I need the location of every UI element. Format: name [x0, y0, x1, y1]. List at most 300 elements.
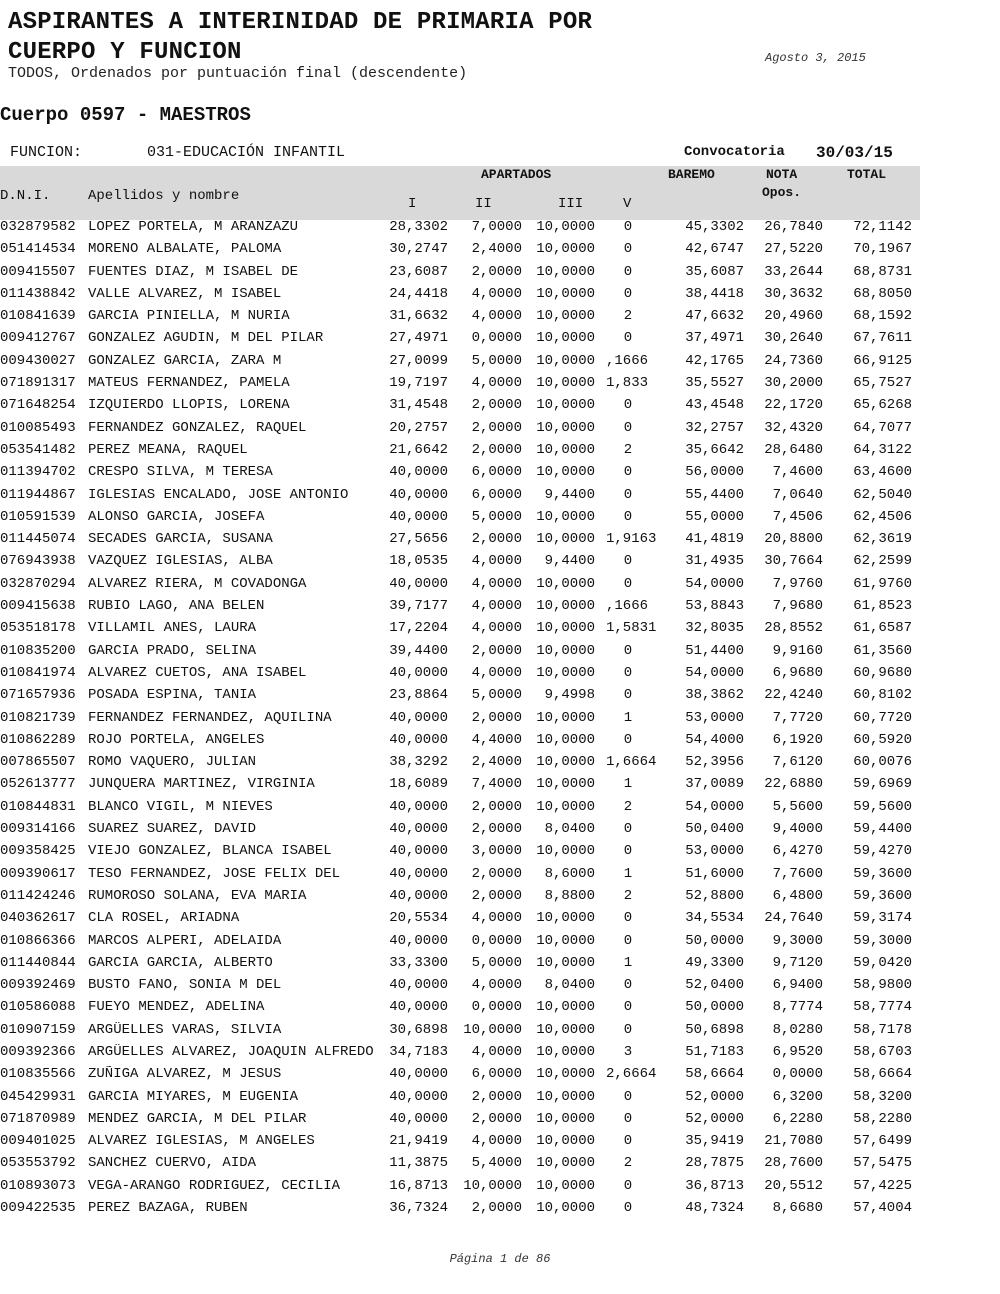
table-row: [0, 463, 920, 485]
cell-baremo: 45,3302: [685, 219, 744, 235]
cell-nombre: POSADA ESPINA, TANIA: [88, 687, 257, 704]
cell-apartado-iii: 10,0000: [536, 308, 595, 325]
report-date: Agosto 3, 2015: [765, 51, 866, 65]
cell-apartado-v: 0: [623, 1110, 633, 1127]
cell-apartado-ii: 2,0000: [471, 1088, 522, 1105]
cell-nombre: MENDEZ GARCIA, M DEL PILAR: [88, 1110, 307, 1127]
cell-nota-opos: 6,4270: [772, 843, 823, 860]
cell-apartado-i: 21,6642: [389, 441, 448, 458]
table-row: [0, 887, 920, 909]
cell-apartado-iii: 8,0400: [544, 977, 595, 994]
cell-apartado-ii: 7,4000: [471, 776, 522, 793]
cell-nota-opos: 26,7840: [764, 219, 823, 235]
cell-dni: 052613777: [0, 776, 76, 793]
cell-apartado-iii: 10,0000: [536, 642, 595, 659]
table-row: [0, 1177, 920, 1199]
cell-apartado-i: 38,3292: [389, 754, 448, 771]
cell-dni: 011445074: [0, 531, 76, 548]
cell-nota-opos: 30,3632: [764, 285, 823, 302]
cell-dni: 051414534: [0, 241, 76, 258]
cell-apartado-i: 31,6632: [389, 308, 448, 325]
cell-apartado-v: 0: [623, 508, 633, 525]
cell-apartado-i: 40,0000: [389, 575, 448, 592]
cell-total: 68,8050: [853, 285, 912, 302]
cell-nota-opos: 9,7120: [772, 954, 823, 971]
cell-baremo: 50,0000: [685, 999, 744, 1016]
table-row: [0, 218, 920, 240]
cell-apartado-iii: 10,0000: [536, 441, 595, 458]
table-row: [0, 709, 920, 731]
cell-total: 58,7774: [853, 999, 912, 1016]
cell-apartado-ii: 5,0000: [471, 954, 522, 971]
cell-apartado-iii: 10,0000: [536, 352, 595, 369]
cell-apartado-i: 27,0099: [389, 352, 448, 369]
cell-apartado-v: 1,6664: [606, 754, 657, 771]
cell-baremo: 55,4400: [685, 486, 744, 503]
cell-nombre: TESO FERNANDEZ, JOSE FELIX DEL: [88, 865, 341, 882]
table-row: [0, 619, 920, 641]
table-row: [0, 530, 920, 552]
cell-apartado-i: 33,3300: [389, 954, 448, 971]
header-dni: D.N.I.: [0, 188, 51, 204]
table-row: [0, 1154, 920, 1176]
cell-nombre: LOPEZ PORTELA, M ARANZAZU: [88, 219, 299, 235]
cell-total: 59,3000: [853, 932, 912, 949]
cell-apartado-v: 0: [623, 241, 633, 258]
table-row: [0, 932, 920, 954]
cell-dni: 010907159: [0, 1021, 76, 1038]
cell-apartado-i: 40,0000: [389, 1110, 448, 1127]
cell-nombre: PEREZ BAZAGA, RUBEN: [88, 1200, 248, 1217]
cell-nota-opos: 22,6880: [764, 776, 823, 793]
table-row: [0, 976, 920, 998]
cell-nota-opos: 6,1920: [772, 731, 823, 748]
cell-total: 58,2280: [853, 1110, 912, 1127]
cell-apartado-v: ,1666: [606, 598, 649, 615]
cell-baremo: 52,0000: [685, 1088, 744, 1105]
cell-apartado-i: 20,5534: [389, 910, 448, 927]
cell-apartado-v: 2: [623, 887, 633, 904]
header-total: TOTAL: [847, 167, 887, 182]
cell-apartado-iii: 10,0000: [536, 1200, 595, 1217]
cell-apartado-i: 40,0000: [389, 486, 448, 503]
cell-dni: 009415507: [0, 263, 76, 280]
cell-dni: 040362617: [0, 910, 76, 927]
table-row: [0, 352, 920, 374]
cell-dni: 009392469: [0, 977, 76, 994]
cell-apartado-ii: 5,0000: [471, 687, 522, 704]
cell-total: 62,5040: [853, 486, 912, 503]
cell-apartado-iii: 10,0000: [536, 620, 595, 637]
cell-nombre: BUSTO FANO, SONIA M DEL: [88, 977, 282, 994]
cell-baremo: 51,6000: [685, 865, 744, 882]
cell-apartado-v: 1: [623, 776, 633, 793]
cell-nota-opos: 7,4506: [772, 508, 823, 525]
cell-dni: 009358425: [0, 843, 76, 860]
cell-apartado-i: 40,0000: [389, 865, 448, 882]
cell-nombre: SANCHEZ CUERVO, AIDA: [88, 1155, 257, 1172]
cell-baremo: 43,4548: [685, 397, 744, 414]
cell-apartado-v: 0: [623, 843, 633, 860]
cell-dni: 010835200: [0, 642, 76, 659]
cell-baremo: 54,0000: [685, 664, 744, 681]
cell-total: 58,6664: [853, 1066, 912, 1083]
cell-nota-opos: 27,5220: [764, 241, 823, 258]
cell-total: 72,1142: [853, 219, 912, 235]
table-row: [0, 820, 920, 842]
table-row: [0, 1199, 920, 1221]
cell-apartado-ii: 0,0000: [471, 330, 522, 347]
cell-nota-opos: 6,9520: [772, 1043, 823, 1060]
cell-baremo: 42,6747: [685, 241, 744, 258]
cell-nota-opos: 32,4320: [764, 419, 823, 436]
cell-apartado-i: 28,3302: [389, 219, 448, 235]
table-header: [0, 166, 920, 220]
cell-apartado-ii: 2,0000: [471, 642, 522, 659]
cell-nombre: FERNANDEZ GONZALEZ, RAQUEL: [88, 419, 307, 436]
cell-baremo: 35,9419: [685, 1133, 744, 1150]
cell-total: 62,4506: [853, 508, 912, 525]
cell-apartado-iii: 10,0000: [536, 843, 595, 860]
table-row: [0, 307, 920, 329]
cell-apartado-i: 17,2204: [389, 620, 448, 637]
cell-apartado-v: 1,5831: [606, 620, 657, 637]
cell-total: 65,6268: [853, 397, 912, 414]
cell-apartado-iii: 9,4998: [544, 687, 595, 704]
cell-apartado-ii: 2,0000: [471, 441, 522, 458]
cell-apartado-iii: 10,0000: [536, 375, 595, 392]
table-row: [0, 575, 920, 597]
cell-nota-opos: 8,7774: [772, 999, 823, 1016]
cell-apartado-iii: 10,0000: [536, 419, 595, 436]
cell-baremo: 54,0000: [685, 798, 744, 815]
cell-dni: 010841974: [0, 664, 76, 681]
cell-apartado-v: 0: [623, 263, 633, 280]
table-row: [0, 798, 920, 820]
cell-total: 59,0420: [853, 954, 912, 971]
cell-apartado-i: 20,2757: [389, 419, 448, 436]
cell-dni: 071870989: [0, 1110, 76, 1127]
cell-baremo: 55,0000: [685, 508, 744, 525]
cell-nota-opos: 6,4800: [772, 887, 823, 904]
cell-apartado-ii: 5,0000: [471, 508, 522, 525]
cell-nota-opos: 6,9680: [772, 664, 823, 681]
cell-dni: 007865507: [0, 754, 76, 771]
cell-apartado-ii: 4,0000: [471, 1043, 522, 1060]
cell-apartado-ii: 4,0000: [471, 575, 522, 592]
cell-apartado-ii: 4,0000: [471, 285, 522, 302]
cell-apartado-ii: 7,0000: [471, 219, 522, 235]
cell-apartado-v: 2: [623, 308, 633, 325]
cell-nota-opos: 20,8800: [764, 531, 823, 548]
cell-nota-opos: 28,6480: [764, 441, 823, 458]
cell-apartado-v: 1,833: [606, 375, 649, 392]
table-row: [0, 329, 920, 351]
table-row: [0, 552, 920, 574]
cell-apartado-i: 18,6089: [389, 776, 448, 793]
cell-apartado-iii: 10,0000: [536, 1021, 595, 1038]
cell-nombre: ARGÜELLES ALVAREZ, JOAQUIN ALFREDO: [88, 1043, 374, 1060]
cell-nota-opos: 9,4000: [772, 821, 823, 838]
cell-apartado-i: 23,8864: [389, 687, 448, 704]
cell-apartado-v: 0: [623, 664, 633, 681]
cell-total: 60,8102: [853, 687, 912, 704]
cell-dni: 032870294: [0, 575, 76, 592]
cell-nota-opos: 28,7600: [764, 1155, 823, 1172]
table-row: [0, 240, 920, 262]
cell-apartado-i: 31,4548: [389, 397, 448, 414]
cell-total: 59,4400: [853, 821, 912, 838]
cell-apartado-ii: 5,4000: [471, 1155, 522, 1172]
cell-apartado-iii: 10,0000: [536, 330, 595, 347]
cell-apartado-iii: 8,8800: [544, 887, 595, 904]
cell-total: 58,3200: [853, 1088, 912, 1105]
cell-total: 59,4270: [853, 843, 912, 860]
cell-baremo: 35,6087: [685, 263, 744, 280]
cell-apartado-i: 40,0000: [389, 999, 448, 1016]
cell-nombre: IGLESIAS ENCALADO, JOSE ANTONIO: [88, 486, 349, 503]
cell-total: 61,3560: [853, 642, 912, 659]
cell-nombre: MATEUS FERNANDEZ, PAMELA: [88, 375, 290, 392]
cell-nota-opos: 7,7600: [772, 865, 823, 882]
table-row: [0, 909, 920, 931]
cell-nombre: GONZALEZ AGUDIN, M DEL PILAR: [88, 330, 324, 347]
cell-baremo: 53,0000: [685, 709, 744, 726]
header-nota: NOTA: [766, 167, 798, 182]
cell-nota-opos: 7,4600: [772, 464, 823, 481]
cell-nombre: ALONSO GARCIA, JOSEFA: [88, 508, 265, 525]
cell-apartado-iii: 10,0000: [536, 285, 595, 302]
cell-dni: 010893073: [0, 1177, 76, 1194]
cell-total: 64,7077: [853, 419, 912, 436]
cell-baremo: 51,7183: [685, 1043, 744, 1060]
cell-total: 59,6969: [853, 776, 912, 793]
cell-total: 60,9680: [853, 664, 912, 681]
table-row: [0, 1065, 920, 1087]
cell-dni: 010862289: [0, 731, 76, 748]
table-row: [0, 686, 920, 708]
cell-apartado-ii: 2,0000: [471, 1200, 522, 1217]
cell-apartado-ii: 2,0000: [471, 709, 522, 726]
cell-apartado-v: 0: [623, 575, 633, 592]
cell-apartado-ii: 2,4000: [471, 241, 522, 258]
cell-apartado-iii: 10,0000: [536, 531, 595, 548]
cell-apartado-iii: 10,0000: [536, 598, 595, 615]
cell-apartado-v: 0: [623, 397, 633, 414]
cell-total: 68,8731: [853, 263, 912, 280]
cell-nota-opos: 30,2640: [764, 330, 823, 347]
header-i: I: [408, 196, 417, 212]
cell-apartado-ii: 4,0000: [471, 910, 522, 927]
cell-nota-opos: 20,4960: [764, 308, 823, 325]
cell-apartado-v: 0: [623, 285, 633, 302]
cell-apartado-ii: 4,0000: [471, 977, 522, 994]
cell-baremo: 41,4819: [685, 531, 744, 548]
cell-apartado-iii: 8,6000: [544, 865, 595, 882]
cell-nombre: GARCIA MIYARES, M EUGENIA: [88, 1088, 299, 1105]
cell-baremo: 53,8843: [685, 598, 744, 615]
cell-total: 62,3619: [853, 531, 912, 548]
cell-apartado-iii: 9,4400: [544, 486, 595, 503]
cell-dni: 011944867: [0, 486, 76, 503]
table-row: [0, 753, 920, 775]
cell-baremo: 54,0000: [685, 575, 744, 592]
cell-apartado-ii: 2,0000: [471, 821, 522, 838]
cell-nombre: FUENTES DIAZ, M ISABEL DE: [88, 263, 299, 280]
convocatoria-label: Convocatoria: [684, 144, 785, 160]
cell-apartado-ii: 2,0000: [471, 865, 522, 882]
cell-apartado-i: 40,0000: [389, 932, 448, 949]
cell-baremo: 49,3300: [685, 954, 744, 971]
cell-apartado-v: 0: [623, 219, 633, 235]
cell-nombre: VALLE ALVAREZ, M ISABEL: [88, 285, 282, 302]
cell-apartado-v: ,1666: [606, 352, 649, 369]
table-row: [0, 1021, 920, 1043]
cell-nombre: VIEJO GONZALEZ, BLANCA ISABEL: [88, 843, 332, 860]
cell-apartado-ii: 3,0000: [471, 843, 522, 860]
cell-nombre: GONZALEZ GARCIA, ZARA M: [88, 352, 282, 369]
table-row: [0, 731, 920, 753]
cell-apartado-iii: 10,0000: [536, 1133, 595, 1150]
cell-baremo: 35,6642: [685, 441, 744, 458]
cell-nombre: VEGA-ARANGO RODRIGUEZ, CECILIA: [88, 1177, 341, 1194]
cell-baremo: 48,7324: [685, 1200, 744, 1217]
cell-apartado-ii: 2,0000: [471, 531, 522, 548]
cell-nombre: PEREZ MEANA, RAQUEL: [88, 441, 248, 458]
cell-apartado-v: 1: [623, 954, 633, 971]
cell-dni: 009401025: [0, 1133, 76, 1150]
cell-dni: 009392366: [0, 1043, 76, 1060]
table-row: [0, 865, 920, 887]
cell-nombre: MORENO ALBALATE, PALOMA: [88, 241, 282, 258]
cell-baremo: 32,2757: [685, 419, 744, 436]
cell-apartado-v: 0: [623, 1177, 633, 1194]
cell-dni: 009314166: [0, 821, 76, 838]
cell-nombre: VAZQUEZ IGLESIAS, ALBA: [88, 553, 273, 570]
cell-apartado-i: 40,0000: [389, 843, 448, 860]
table-row: [0, 664, 920, 686]
cell-apartado-ii: 2,4000: [471, 754, 522, 771]
cell-total: 59,3174: [853, 910, 912, 927]
cell-total: 59,3600: [853, 887, 912, 904]
cell-apartado-i: 18,0535: [389, 553, 448, 570]
cell-apartado-ii: 2,0000: [471, 1110, 522, 1127]
table-row: [0, 508, 920, 530]
cell-total: 60,7720: [853, 709, 912, 726]
table-row: [0, 285, 920, 307]
table-row: [0, 775, 920, 797]
cell-total: 67,7611: [853, 330, 912, 347]
cell-nombre: CLA ROSEL, ARIADNA: [88, 910, 240, 927]
cell-apartado-v: 1,9163: [606, 531, 657, 548]
report-subtitle: TODOS, Ordenados por puntuación final (descendente): [8, 65, 468, 82]
header-apartados: APARTADOS: [481, 167, 552, 182]
cell-apartado-iii: 10,0000: [536, 1043, 595, 1060]
cell-baremo: 35,5527: [685, 375, 744, 392]
cell-total: 58,6703: [853, 1043, 912, 1060]
cell-apartado-v: 0: [623, 910, 633, 927]
cell-apartado-v: 2: [623, 798, 633, 815]
cell-nombre: RUMOROSO SOLANA, EVA MARIA: [88, 887, 307, 904]
cell-nota-opos: 30,7664: [764, 553, 823, 570]
cell-nota-opos: 6,2280: [772, 1110, 823, 1127]
cell-nombre: ARGÜELLES VARAS, SILVIA: [88, 1021, 282, 1038]
cell-apartado-ii: 0,0000: [471, 999, 522, 1016]
cell-apartado-ii: 4,0000: [471, 1133, 522, 1150]
cell-apartado-i: 19,7197: [389, 375, 448, 392]
table-row: [0, 1088, 920, 1110]
cell-apartado-ii: 2,0000: [471, 887, 522, 904]
table-row: [0, 1110, 920, 1132]
cell-nota-opos: 9,3000: [772, 932, 823, 949]
cell-apartado-i: 30,6898: [389, 1021, 448, 1038]
cell-apartado-iii: 10,0000: [536, 508, 595, 525]
cell-nota-opos: 7,7720: [772, 709, 823, 726]
cell-dni: 011438842: [0, 285, 76, 302]
cell-apartado-i: 24,4418: [389, 285, 448, 302]
cell-apartado-v: 0: [623, 330, 633, 347]
cell-dni: 032879582: [0, 219, 76, 235]
cell-nombre: RUBIO LAGO, ANA BELEN: [88, 598, 265, 615]
cell-apartado-ii: 2,0000: [471, 798, 522, 815]
cell-apartado-iii: 10,0000: [536, 731, 595, 748]
cell-total: 68,1592: [853, 308, 912, 325]
cell-apartado-iii: 10,0000: [536, 1066, 595, 1083]
cell-baremo: 28,7875: [685, 1155, 744, 1172]
cell-dni: 010866366: [0, 932, 76, 949]
cell-apartado-i: 40,0000: [389, 887, 448, 904]
cell-nota-opos: 24,7360: [764, 352, 823, 369]
cell-apartado-iii: 10,0000: [536, 932, 595, 949]
cell-total: 57,6499: [853, 1133, 912, 1150]
cell-apartado-i: 40,0000: [389, 709, 448, 726]
cell-nota-opos: 21,7080: [764, 1133, 823, 1150]
cell-nombre: CRESPO SILVA, M TERESA: [88, 464, 273, 481]
header-nombre: Apellidos y nombre: [88, 188, 240, 204]
cell-baremo: 52,0400: [685, 977, 744, 994]
cell-apartado-iii: 10,0000: [536, 954, 595, 971]
table-row: [0, 597, 920, 619]
title-line-1: ASPIRANTES A INTERINIDAD DE PRIMARIA POR: [8, 9, 593, 36]
cell-apartado-iii: 10,0000: [536, 464, 595, 481]
cell-apartado-v: 1: [623, 709, 633, 726]
cell-baremo: 47,6632: [685, 308, 744, 325]
cell-apartado-ii: 4,0000: [471, 553, 522, 570]
cell-apartado-i: 40,0000: [389, 1088, 448, 1105]
cell-total: 63,4600: [853, 464, 912, 481]
cell-dni: 071657936: [0, 687, 76, 704]
cell-apartado-ii: 4,0000: [471, 664, 522, 681]
cell-dni: 010591539: [0, 508, 76, 525]
title-line-2: CUERPO Y FUNCION: [8, 39, 242, 66]
header-baremo: BAREMO: [668, 167, 715, 182]
cell-baremo: 36,8713: [685, 1177, 744, 1194]
cell-apartado-iii: 10,0000: [536, 1110, 595, 1127]
cell-dni: 076943938: [0, 553, 76, 570]
cell-total: 64,3122: [853, 441, 912, 458]
cell-total: 58,7178: [853, 1021, 912, 1038]
table-row: [0, 998, 920, 1020]
cell-apartado-v: 0: [623, 1200, 633, 1217]
cell-apartado-i: 40,0000: [389, 798, 448, 815]
cell-baremo: 38,4418: [685, 285, 744, 302]
cell-apartado-i: 40,0000: [389, 464, 448, 481]
cell-apartado-iii: 10,0000: [536, 1177, 595, 1194]
cell-nota-opos: 6,3200: [772, 1088, 823, 1105]
cell-apartado-ii: 4,0000: [471, 308, 522, 325]
header-opos: Opos.: [762, 185, 802, 200]
cell-apartado-iii: 10,0000: [536, 241, 595, 258]
